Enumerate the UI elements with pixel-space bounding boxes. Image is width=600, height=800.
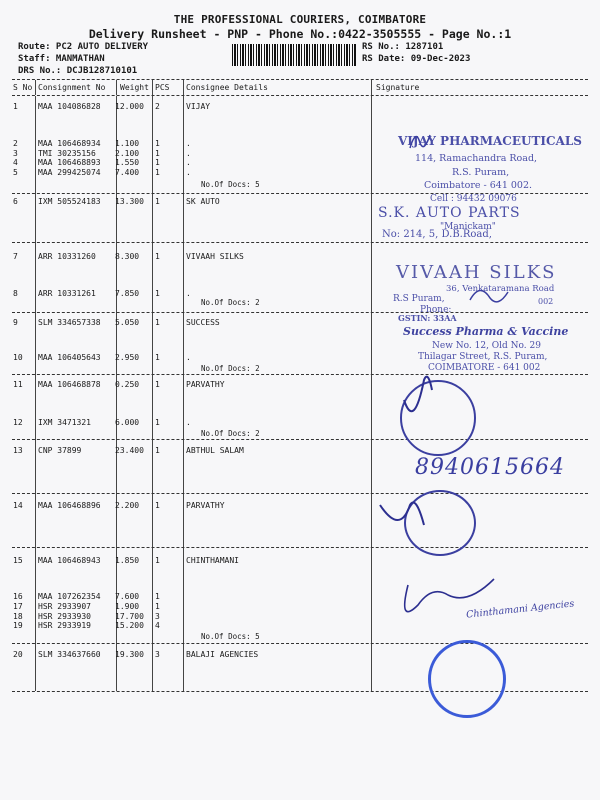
row-14-cons: MAA 106468896	[38, 501, 101, 510]
row-10-wt: 2.950	[115, 353, 140, 362]
row-14-details: PARVATHY	[186, 501, 225, 510]
row-14-wt: 2.200	[115, 501, 140, 510]
docs-count: No.Of Docs: 5	[201, 632, 260, 641]
col-sno: S No	[13, 83, 33, 92]
col-pcs: PCS	[155, 83, 170, 92]
row-18-wt: 17.700	[115, 612, 144, 621]
row-11-details: PARVATHY	[186, 380, 225, 389]
row-15-sno: 15	[13, 556, 23, 565]
vivaah-stamp-address: R.S Puram,	[393, 294, 445, 304]
row-17-pcs: 1	[155, 602, 160, 611]
row-3-pcs: 1	[155, 149, 160, 158]
success-stamp-address: Thilagar Street, R.S. Puram,	[418, 352, 548, 362]
row-12-sno: 12	[13, 418, 23, 427]
sk-stamp-sub: "Manickam"	[440, 222, 496, 232]
rs-date: RS Date: 09-Dec-2023	[362, 54, 471, 64]
runsheet-company-title: THE PROFESSIONAL COURIERS, COIMBATORE	[173, 13, 427, 26]
row-13-wt: 23.400	[115, 446, 144, 455]
row-3-sno: 3	[13, 149, 18, 158]
success-stamp-address: New No. 12, Old No. 29	[432, 341, 541, 351]
row-8-pcs: 1	[155, 289, 160, 298]
row-3-wt: 2.100	[115, 149, 140, 158]
row-5-wt: 7.400	[115, 168, 140, 177]
col-weight: Weight	[120, 83, 149, 92]
row-1-sno: 1	[13, 102, 18, 111]
row-12-details: .	[186, 418, 191, 427]
row-8-cons: ARR 10331261	[38, 289, 96, 298]
row-3-details: .	[186, 149, 191, 158]
vijay-stamp-cell: Cell : 94432 09076	[430, 194, 517, 204]
row-5-cons: MAA 299425074	[38, 168, 101, 177]
row-11-wt: 0.250	[115, 380, 140, 389]
row-14-sno: 14	[13, 501, 23, 510]
success-stamp-address: COIMBATORE - 641 002	[428, 363, 541, 373]
row-18-pcs: 3	[155, 612, 160, 621]
row-12-pcs: 1	[155, 418, 160, 427]
row-6-wt: 13.300	[115, 197, 144, 206]
row-4-cons: MAA 106468893	[38, 158, 101, 167]
chinthamani-stamp: Chinthamani Agencies	[465, 598, 575, 621]
row-15-cons: MAA 106468943	[38, 556, 101, 565]
row-1-pcs: 2	[155, 102, 160, 111]
row-18-sno: 18	[13, 612, 23, 621]
row-6-sno: 6	[13, 197, 18, 206]
row-19-cons: HSR 2933919	[38, 621, 91, 630]
row-7-cons: ARR 10331260	[38, 252, 96, 261]
row-8-wt: 7.850	[115, 289, 140, 298]
row-10-details: .	[186, 353, 191, 362]
row-20-sno: 20	[13, 650, 23, 659]
row-15-details: CHINTHAMANI	[186, 556, 239, 565]
row-17-wt: 1.900	[115, 602, 140, 611]
row-20-wt: 19.300	[115, 650, 144, 659]
row-9-details: SUCCESS	[186, 318, 220, 327]
row-5-details: .	[186, 168, 191, 177]
row-13-cons: CNP 37899	[38, 446, 82, 455]
row-11-sno: 11	[13, 380, 23, 389]
row-2-pcs: 1	[155, 139, 160, 148]
row-19-wt: 15.200	[115, 621, 144, 630]
row-9-wt: 5.050	[115, 318, 140, 327]
row-16-sno: 16	[13, 592, 23, 601]
col-consignee: Consignee Details	[186, 83, 268, 92]
row-13-sno: 13	[13, 446, 23, 455]
handwritten-phone: 8940615664	[415, 455, 565, 480]
drs-label: DRS No.: DCJB128710101	[18, 66, 138, 76]
row-17-sno: 17	[13, 602, 23, 611]
success-stamp-name: Success Pharma & Vaccine	[403, 325, 569, 338]
row-2-details: .	[186, 139, 191, 148]
row-1-wt: 12.000	[115, 102, 144, 111]
route-label: Route: PC2 AUTO DELIVERY	[18, 42, 149, 52]
row-7-sno: 7	[13, 252, 18, 261]
vivaah-stamp-gstin: GSTIN: 33AA	[398, 313, 457, 323]
staff-label: Staff: MANMATHAN	[18, 54, 105, 64]
row-5-sno: 5	[13, 168, 18, 177]
row-11-cons: MAA 106468878	[38, 380, 101, 389]
row-8-details: .	[186, 289, 191, 298]
sk-stamp-name: S.K. AUTO PARTS	[378, 205, 521, 221]
row-7-pcs: 1	[155, 252, 160, 261]
row-13-details: ABTHUL SALAM	[186, 446, 244, 455]
row-9-sno: 9	[13, 318, 18, 327]
docs-count: No.Of Docs: 2	[201, 364, 260, 373]
row-2-sno: 2	[13, 139, 18, 148]
row-20-pcs: 3	[155, 650, 160, 659]
rs-number: RS No.: 1287101	[362, 42, 444, 52]
row-6-details: SK AUTO	[186, 197, 220, 206]
row-15-wt: 1.850	[115, 556, 140, 565]
vijay-stamp-address: R.S. Puram,	[452, 167, 510, 178]
row-1-details: VIJAY	[186, 102, 211, 111]
vijay-stamp-address: 114, Ramachandra Road,	[415, 153, 538, 164]
row-12-cons: IXM 3471321	[38, 418, 91, 427]
row-16-pcs: 1	[155, 592, 160, 601]
vivaah-stamp-phone: Phone:	[420, 305, 452, 315]
row-2-wt: 1.100	[115, 139, 140, 148]
row-4-pcs: 1	[155, 158, 160, 167]
row-14-pcs: 1	[155, 501, 160, 510]
row-4-sno: 4	[13, 158, 18, 167]
row-3-cons: TMI 30235156	[38, 149, 96, 158]
runsheet-subtitle: Delivery Runsheet - PNP - Phone No.:0422-3505555 - Page No.:1	[88, 27, 512, 41]
row-16-wt: 7.600	[115, 592, 140, 601]
row-15-pcs: 1	[155, 556, 160, 565]
row-19-sno: 19	[13, 621, 23, 630]
vivaah-stamp-pin: 002	[538, 297, 554, 306]
docs-count: No.Of Docs: 5	[201, 180, 260, 189]
row-4-details: .	[186, 158, 191, 167]
col-consignment: Consignment No	[38, 83, 106, 92]
row-6-cons: IXM 505524183	[38, 197, 101, 206]
row-10-sno: 10	[13, 353, 23, 362]
docs-count: No.Of Docs: 2	[201, 298, 260, 307]
row-9-pcs: 1	[155, 318, 160, 327]
row-9-cons: SLM 334657338	[38, 318, 101, 327]
row-8-sno: 8	[13, 289, 18, 298]
row-10-cons: MAA 106405643	[38, 353, 101, 362]
col-signature: Signature	[376, 83, 420, 92]
row-2-cons: MAA 106468934	[38, 139, 101, 148]
row-4-wt: 1.550	[115, 158, 140, 167]
row-20-details: BALAJI AGENCIES	[186, 650, 259, 659]
vivaah-stamp-name: VIVAAH SILKS	[396, 262, 557, 283]
row-12-wt: 6.000	[115, 418, 140, 427]
row-6-pcs: 1	[155, 197, 160, 206]
row-10-pcs: 1	[155, 353, 160, 362]
row-7-wt: 8.300	[115, 252, 140, 261]
row-11-pcs: 1	[155, 380, 160, 389]
row-7-details: VIVAAH SILKS	[186, 252, 244, 261]
row-17-cons: HSR 2933907	[38, 602, 91, 611]
vijay-stamp-name: VIJAY PHARMACEUTICALS	[398, 134, 582, 148]
row-13-pcs: 1	[155, 446, 160, 455]
row-16-cons: MAA 107262354	[38, 592, 101, 601]
row-18-cons: HSR 2933930	[38, 612, 91, 621]
row-5-pcs: 1	[155, 168, 160, 177]
vijay-stamp-address: Coimbatore - 641 002.	[424, 180, 533, 191]
docs-count: No.Of Docs: 2	[201, 429, 260, 438]
row-20-cons: SLM 334637660	[38, 650, 101, 659]
sk-stamp-address: No: 214, 5, D.B.Road,	[382, 229, 492, 240]
row-19-pcs: 4	[155, 621, 160, 630]
vivaah-stamp-address: 36, Venkataramana Road	[446, 284, 555, 294]
row-1-cons: MAA 104086828	[38, 102, 101, 111]
